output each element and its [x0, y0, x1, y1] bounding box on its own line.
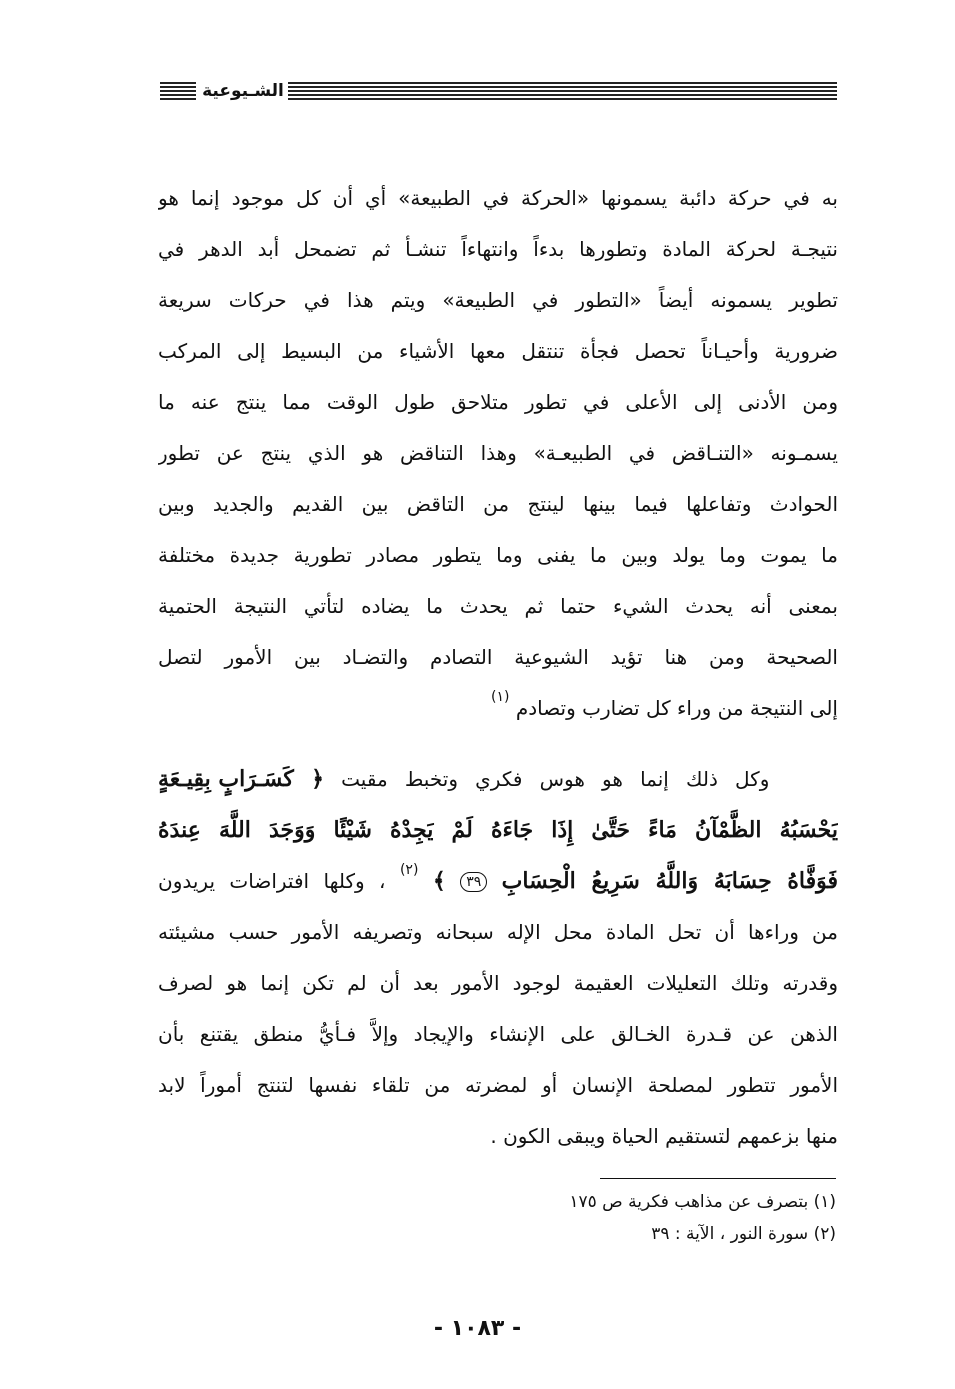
text-line-content: ، وكلها افتراضات يريدون — [158, 869, 386, 893]
text-line: ومن الأدنى إلى الأعلى في تطور متلاحق طول الوقت مما ينتج عنه ما — [158, 390, 838, 414]
text-line: بمعنى أنه يحدث الشيء حتما ثم يحدث ما يضاده لتأتي النتيجة الحتمية — [158, 594, 838, 618]
text-line-with-quran — [158, 754, 838, 805]
header-ornament-right — [288, 82, 837, 100]
text-line: نتيجـة لحركة المادة وتطورها بدءاً وانتهاءاً تنشـأ ثم تضمحل أبد الدهر في — [158, 237, 838, 261]
text-line-content: إلى النتيجة من وراء كل تضارب وتصادم — [515, 696, 838, 720]
text-line-with-quran — [158, 856, 838, 907]
text-line: الحوادث وتفاعلها فيما بينها لينتج من التاقض بين القديم والجديد وبين — [158, 492, 838, 516]
text-line: الصحيحة ومن هنا تؤيد الشيوعية التصادم والتضـاد بين الأمور لتصل — [158, 645, 838, 669]
text-line: ضرورية وأحيـاناً تحصل فجأة تنتقل معها الأشياء من البسيط إلى المركب — [158, 339, 838, 363]
text-line: وقدرته وتلك التعليلات العقيمة لوجود الأمور بعد أن لم تكن إنما هو لصرف — [158, 971, 838, 995]
quran-verse-part-1: كَسَـرَابٍ بِقِيـعَةٍ — [158, 766, 294, 792]
quran-verse-part-2: يَحْسَبُهُ الظَّمْآنُ مَاءً حَتَّىٰ إِذَا جَاءَهُ لَمْ يَجِدْهُ شَيْئًا وَوَجَدَ اللَّهَ عِندَهُ — [158, 817, 838, 843]
footnote-ref-1[interactable]: (١) — [490, 689, 510, 705]
page-number: - ١٠٨٣ - — [433, 1316, 522, 1341]
footnote-ref-2[interactable]: (٢) — [399, 862, 419, 878]
header-title: الشـيوعية — [202, 81, 284, 101]
paragraph-2 — [158, 754, 838, 1162]
quran-close-bracket: ﴾ — [432, 868, 446, 894]
text-line: الأمور تتطور لمصلحة الإنسان أو لمضرته من تلقاء نفسها لتنتج أموراً لابد — [158, 1073, 838, 1097]
running-header — [160, 76, 837, 106]
footnotes — [400, 1186, 836, 1250]
ayah-number: ٣٩ — [460, 872, 487, 892]
text-line: به في حركة دائبة يسمونها «الحركة في الطبيعة» أي أن كل موجود إنما هو — [158, 186, 838, 210]
footnote-2: (٢) سورة النور ، الآية : ٣٩ — [651, 1224, 836, 1244]
text-line-content: وكل ذلك إنما هو هوس فكري وتخبط مقيت — [341, 767, 770, 791]
header-ornament-left — [160, 82, 196, 100]
text-line: الذهن عن قـدرة الخـالق على الإنشاء والإيجاد وإلاَّ فـأيُّ منطق يقتنع بأن — [158, 1022, 838, 1046]
text-line: من وراءها أن تحل المادة محل الإله سبحانه وتصريفه الأمور حسب مشيئته — [158, 920, 838, 944]
quran-open-bracket: ﴿ — [311, 766, 324, 792]
footnote-1: (١) بتصرف عن مذاهب فكرية ص ١٧٥ — [569, 1192, 836, 1212]
text-line-last — [158, 683, 838, 734]
text-line: يسمـونه «التنـاقض في الطبيعـة» وهذا التناقض هو الذي ينتج عن تطور — [158, 441, 838, 465]
footnote-separator — [600, 1178, 836, 1179]
text-line: ما يموت وما يولد وبين ما يفنى وما يتطور مصادر تطورية جديدة مختلفة — [158, 543, 838, 567]
quran-verse-part-3: فَوَفَّاهُ حِسَابَهُ وَاللَّهُ سَرِيعُ الْحِسَابِ — [501, 868, 838, 894]
text-line-last: منها بزعمهم لتستقيم الحياة ويبقى الكون . — [490, 1124, 838, 1148]
text-line: تطوير يسمونه أيضاً «التطور في الطبيعة» ويتم هذا في حركات سريعة — [158, 288, 838, 312]
paragraph-1 — [158, 173, 838, 734]
